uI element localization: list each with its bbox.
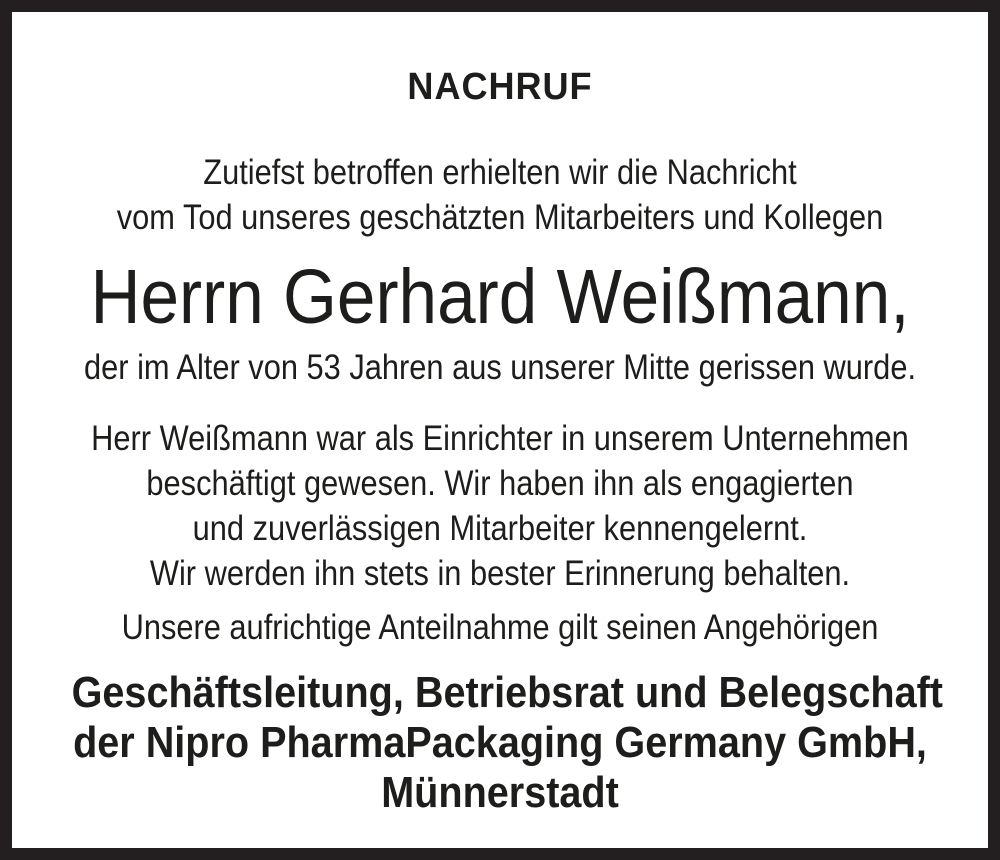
intro-line-1: Zutiefst betroffen erhielten wir die Nachricht bbox=[203, 153, 797, 192]
obituary-content bbox=[24, 24, 976, 836]
signature-line-3: Münnerstadt bbox=[381, 768, 619, 817]
body-line-4: Wir werden ihn stets in bester Erinnerung behalten. bbox=[149, 554, 851, 593]
notice-title: NACHRUF bbox=[407, 66, 593, 108]
signature-line-2: der Nipro PharmaPackaging Germany GmbH, bbox=[73, 718, 927, 767]
signature-line-1: Geschäftsleitung, Betriebsrat und Belegschaft bbox=[71, 668, 943, 717]
body-line-2: beschäftigt gewesen. Wir haben ihn als engagierten bbox=[146, 464, 854, 503]
body-line-1: Herr Weißmann war als Einrichter in unserem Unternehmen bbox=[91, 419, 909, 458]
deceased-name: Herrn Gerhard Weißmann, bbox=[90, 254, 910, 340]
intro-line-2: vom Tod unseres geschätzten Mitarbeiters und Kollegen bbox=[116, 198, 884, 237]
body-line-3: und zuverlässigen Mitarbeiter kennengelernt. bbox=[192, 509, 808, 548]
intro-paragraph bbox=[24, 150, 976, 240]
condolence-line: Unsere aufrichtige Anteilnahme gilt seinen Angehörigen bbox=[121, 608, 879, 647]
body-paragraph bbox=[24, 416, 976, 596]
age-line: der im Alter von 53 Jahren aus unserer Mitte gerissen wurde. bbox=[83, 348, 917, 387]
signature-block bbox=[24, 668, 976, 818]
